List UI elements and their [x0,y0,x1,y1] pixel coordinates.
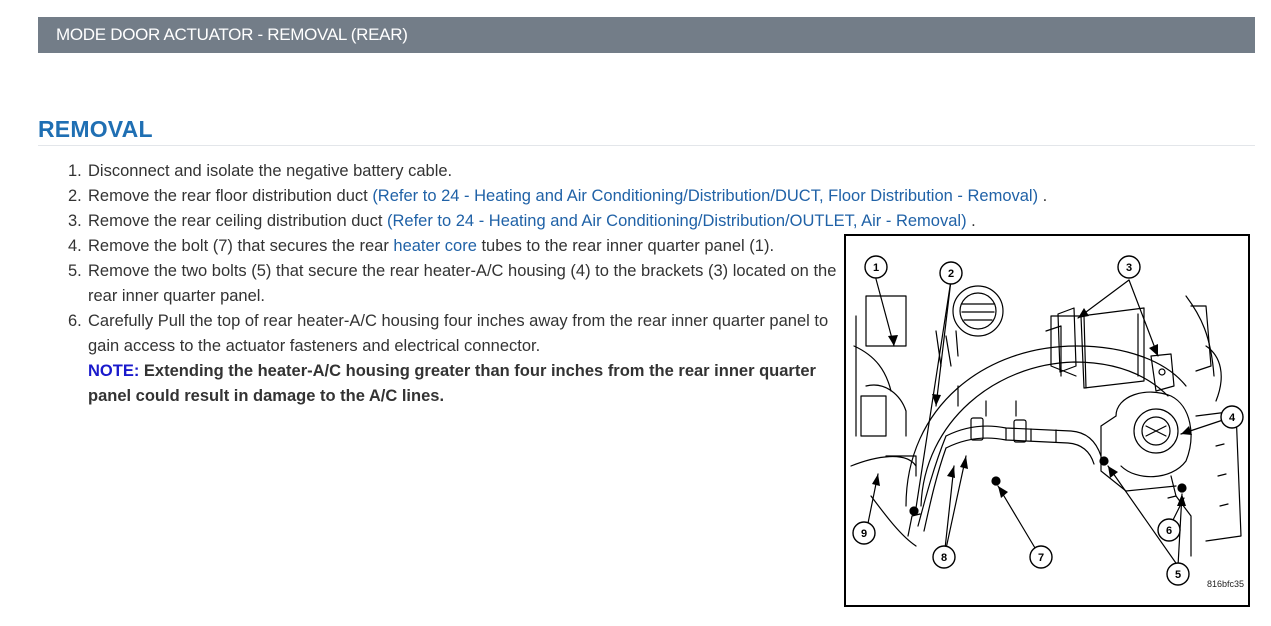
step-text: Disconnect and isolate the negative battery cable. [88,162,453,180]
illustration-drawing [846,236,1248,605]
note-text: Extending the heater-A/C housing greater than four inches from the rear inner quarter panel could result in damage to the A/C lines. [88,362,816,405]
housing-blower [1116,392,1191,477]
figure-code: 816bfc35 [1206,579,1244,589]
bolt-7 [992,477,1000,485]
step-text: Remove the bolt (7) that secures the rear [88,237,394,255]
callout-label-9: 9 [860,528,868,540]
step-number: 6. [68,312,82,330]
note-block [88,362,816,405]
step-text: Remove the rear floor distribution duct [88,187,373,205]
wheel-well-inner-outline [921,362,1168,506]
step-text-after: . [966,212,976,230]
step-item [68,234,838,259]
section-divider [38,145,1255,146]
callout-label-3: 3 [1125,262,1133,274]
housing-box [1081,308,1144,388]
callout-label-7: 7 [1037,552,1045,564]
step-item [68,259,838,309]
callout-label-1: 1 [872,262,880,274]
step-text-after: tubes to the rear inner quarter panel (1). [476,237,775,255]
step-item [68,209,976,234]
bolt-5-right [1178,484,1186,492]
step-item [68,309,838,409]
step-item [68,184,1048,209]
section-title: REMOVAL [38,116,153,142]
bracket-right [1151,354,1174,391]
step-number: 3. [68,212,82,230]
step-text-after: . [1038,187,1048,205]
reference-link-floor-duct[interactable]: (Refer to 24 - Heating and Air Conditioning/Distribution/DUCT, Floor Distribution - Removal) [372,187,1039,205]
step-text: Remove the rear ceiling distribution duct [88,212,387,230]
removal-steps-list [68,159,1048,409]
callout-label-5: 5 [1174,569,1182,581]
glossary-link-heater-core[interactable]: heater core [393,237,477,255]
callout-label-6: 6 [1165,525,1173,537]
page-title: MODE DOOR ACTUATOR - REMOVAL (REAR) [56,25,408,44]
bolt-5-left [1100,457,1108,465]
page-header-bar [38,17,1255,53]
callout-label-8: 8 [940,552,948,564]
step-text: Carefully Pull the top of rear heater-A/C housing four inches away from the rear inner quarter panel to gain access to the actuator fasteners and electrical connector. [88,312,829,355]
step-number: 2. [68,187,82,205]
step-number: 4. [68,237,82,255]
step-number: 1. [68,162,82,180]
component-illustration [844,234,1250,607]
reference-link-air-outlet[interactable]: (Refer to 24 - Heating and Air Conditioning/Distribution/OUTLET, Air - Removal) [386,212,967,230]
step-text: Remove the two bolts (5) that secure the rear heater-A/C housing (4) to the brackets (3) located on the rear inner quarter panel. [88,262,837,305]
step-number: 5. [68,262,82,280]
callout-label-2: 2 [947,268,955,280]
callout-label-4: 4 [1228,412,1236,424]
step-item [68,159,838,184]
note-label: NOTE: [88,362,140,380]
